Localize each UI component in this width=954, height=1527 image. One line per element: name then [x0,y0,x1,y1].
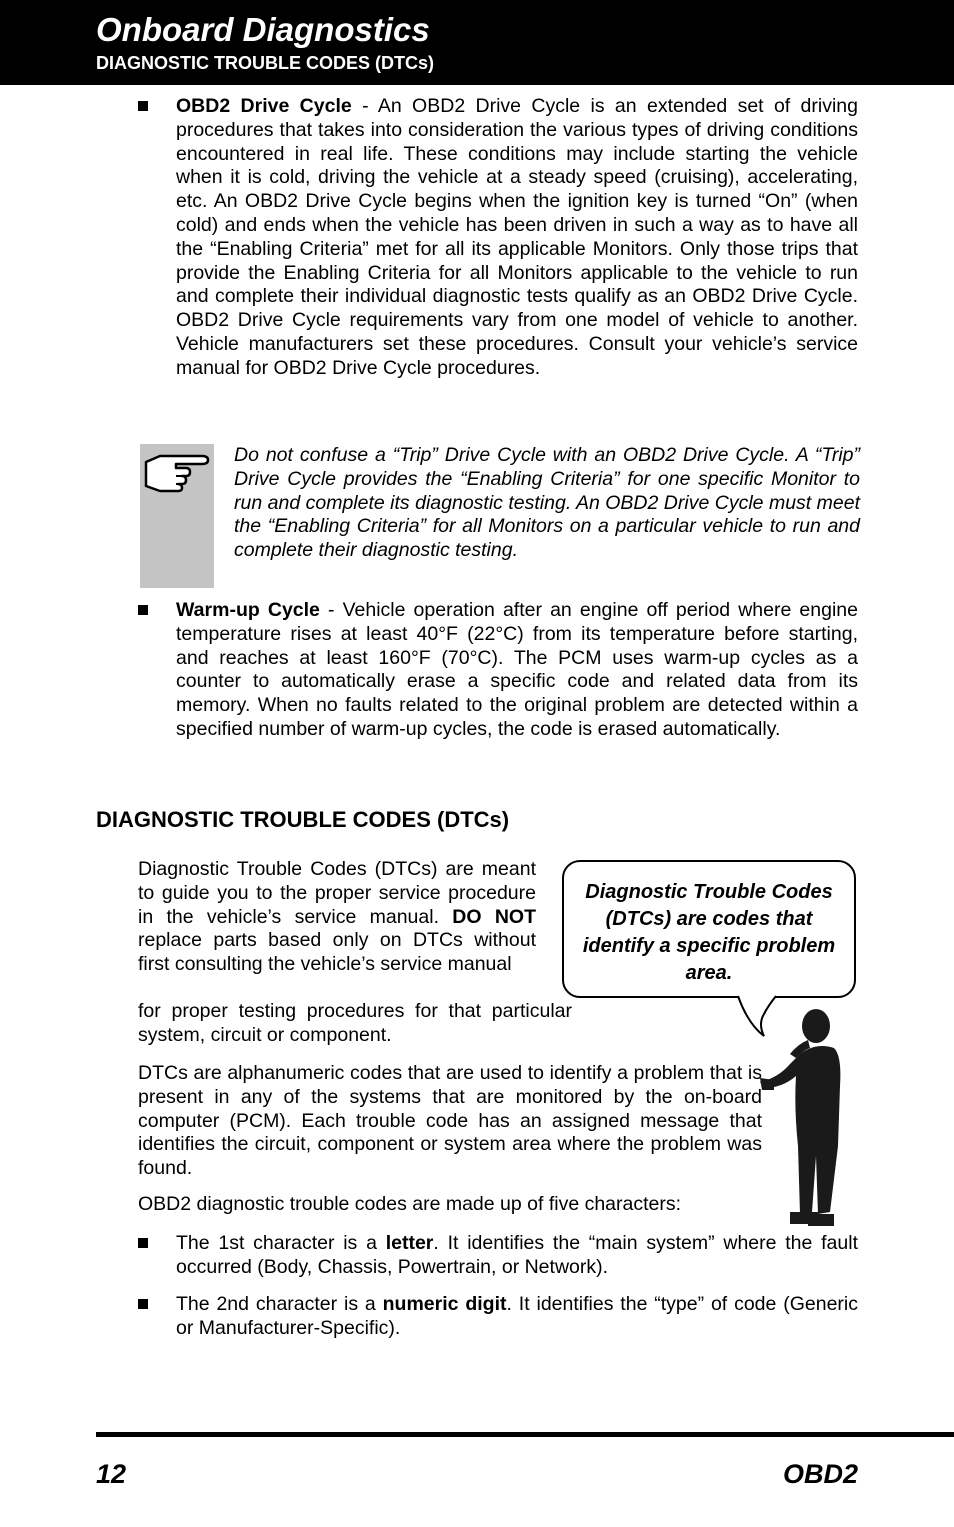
second-character-lead: The 2nd character is a [176,1293,383,1315]
dtc-intro-text-cont: replace parts based only on DTCs without first consulting the vehicle’s service manual [138,929,536,976]
footer-rule [96,1432,954,1437]
drive-cycle-term: OBD2 Drive Cycle [176,95,352,117]
letter-emphasis: letter [385,1232,434,1254]
callout-text: Diagnostic Trouble Codes (DTCs) are codes that identify a specific problem area. [582,881,836,984]
dtc-definition-paragraph: DTCs are alphanumeric codes that are used to identify a problem that is present in any of the systems that are monitored by the on-board computer (PCM). Each trouble code has an assigned message that identifies the circuit, component or system area where the problem was found. [138,1062,762,1180]
square-bullet-icon [138,1299,148,1309]
square-bullet-icon [138,1238,148,1248]
header-subtitle: DIAGNOSTIC TROUBLE CODES (DTCs) [96,53,435,73]
section-heading: DIAGNOSTIC TROUBLE CODES (DTCs) [96,807,510,832]
warmup-cycle-item [138,599,858,742]
warmup-cycle-term: Warm-up Cycle [176,599,320,621]
page-header [0,0,954,85]
dtc-intro-paragraph [138,858,536,977]
page-number: 12 [96,1459,127,1489]
second-character-rest: . It identifies the “type” of code (Generic or Manufacturer-Specific). [176,1293,858,1339]
second-character-item [138,1293,858,1341]
header-title: Onboard Diagnostics [96,11,430,48]
speech-bubble [562,860,856,998]
drive-cycle-text [176,95,858,381]
five-characters-paragraph: OBD2 diagnostic trouble codes are made up of five characters: [138,1193,682,1215]
dtc-intro-text: Diagnostic Trouble Codes (DTCs) are meant to guide you to the proper service procedure in the vehicle’s service manual. [138,858,536,928]
numeric-digit-emphasis: numeric digit [382,1293,507,1315]
drive-cycle-item [138,95,858,381]
note-text: Do not confuse a “Trip” Drive Cycle with an OBD2 Drive Cycle. A “Trip” Drive Cycle provides the “Enabling Criteria” for one specific Monitor to run and complete its diagnostic testing. An OBD2 Drive Cycle must meet the “Enabling Criteria” for all Monitors on a particular vehicle to run and complete their diagnostic testing. [234,444,860,562]
square-bullet-icon [138,605,148,615]
first-character-item [138,1232,858,1280]
first-character-text [176,1232,858,1280]
note-icon-panel [140,444,214,588]
second-character-text [176,1293,858,1341]
square-bullet-icon [138,101,148,111]
do-not-emphasis: DO NOT [452,905,536,928]
dtc-intro-paragraph-tail: for proper testing procedures for that particular system, circuit or component. [138,1000,572,1046]
footer-label: OBD2 [782,1459,858,1489]
warmup-cycle-body: - Vehicle operation after an engine off period where engine temperature rises at least 40°F (22°C) from its temperature before starting, and reaches at least 160°F (70°C). The PCM uses warm-up cycles as a counter to automatically erase a specific code and related data from its memory. When no faults related to the original problem are detected within a specified number of warm-up cycles, the code is erased automatically. [176,599,858,740]
drive-cycle-body: - An OBD2 Drive Cycle is an extended set of driving procedures that takes into consideration the various types of driving conditions encountered in real life. These conditions may include starting the vehicle when it is cold, driving the vehicle at a steady speed (cruising), accelerating, etc. An OBD2 Drive Cycle begins when the ignition key is turned “On” (when cold) and ends when the vehicle has been driven in such a way as to have all the “Enabling Criteria” met for all its applicable Monitors. Only those trips that provide the Enabling Criteria for all Monitors applicable to the vehicle to run and complete their individual diagnostic tests qualify as an OBD2 Drive Cycle. OBD2 Drive Cycle requirements vary from one model of vehicle to another. Vehicle manufacturers set these procedures. Consult your vehicle’s service manual for OBD2 Drive Cycle procedures. [176,95,859,379]
pointing-hand-icon [142,448,212,496]
note-box [140,444,860,588]
first-character-lead: The 1st character is a [176,1232,386,1254]
warmup-cycle-text [176,599,858,742]
first-character-rest: . It identifies the “main system” where the fault occurred (Body, Chassis, Powertrain, or Network). [176,1232,858,1278]
